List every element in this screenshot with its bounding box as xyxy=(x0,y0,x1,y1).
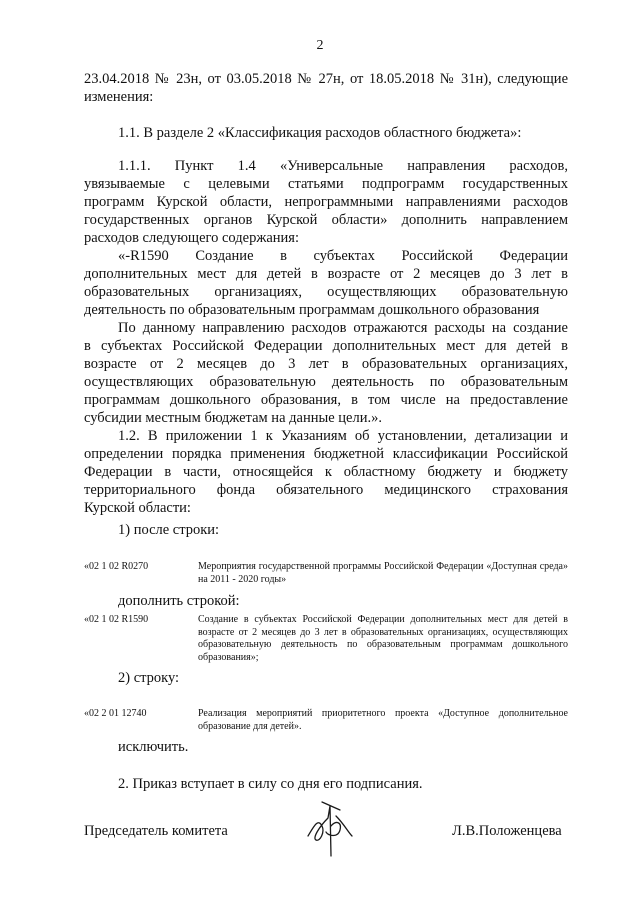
r1590-line-2: дополнительных мест для детей в возрасте от 2 месяцев до 3 лет в xyxy=(84,266,568,282)
row-add-code: «02 1 02 R1590 xyxy=(84,614,149,625)
section-1-1: 1.1. В разделе 2 «Классификация расходов областного бюджета»: xyxy=(118,125,522,141)
s12-line-5: Курской области: xyxy=(84,500,191,516)
page-number: 2 xyxy=(316,38,324,53)
s12-line-3: Федерации в части, относящейся к областному бюджету и бюджету xyxy=(84,464,568,480)
r1590-line-3: образовательных организациях, осуществляющих образовательную xyxy=(84,284,568,300)
s111-line-1: 1.1.1. Пункт 1.4 «Универсальные направления расходов, xyxy=(118,158,568,174)
signature-position: Председатель комитета xyxy=(84,823,228,839)
section-1-1-1 xyxy=(84,157,568,247)
row-after-text: Мероприятия государственной программы Российской Федерации «Доступная среда» на 2011 - 2020 годы» xyxy=(198,561,568,585)
supplement-label: дополнить строкой: xyxy=(118,593,240,609)
dir-line-1: По данному направлению расходов отражаются расходы на создание xyxy=(118,320,568,336)
row-after-code: «02 1 02 R0270 xyxy=(84,561,149,572)
dir-line-3: возрасте от 2 месяцев до 3 лет в образовательных организациях, xyxy=(84,356,568,372)
signature-name: Л.В.Положенцева xyxy=(452,823,562,839)
exclude-label: исключить. xyxy=(118,739,189,755)
row-remove-code: «02 2 01 12740 xyxy=(84,708,147,719)
intro-line-1: 23.04.2018 № 23н, от 03.05.2018 № 27н, от 18.05.2018 № 31н), следующие xyxy=(84,71,568,87)
handwritten-signature xyxy=(300,796,360,858)
intro-paragraph xyxy=(84,70,568,106)
r1590-block xyxy=(84,247,568,319)
section-2: 2. Приказ вступает в силу со дня его подписания. xyxy=(118,776,423,792)
row-add-text: Создание в субъектах Российской Федерации дополнительных мест для детей в возрасте от 2 месяцев до 3 лет в образовательных организациях, осуществляющих образовательную деятельность по образовательным программам дошкольного образования»; xyxy=(198,614,568,663)
dir-line-6: субсидии местным бюджетам на данные цели.». xyxy=(84,410,382,426)
after-line-label: 1) после строки: xyxy=(118,522,220,538)
line-label-2: 2) строку: xyxy=(118,670,180,686)
s111-line-5: расходов следующего содержания: xyxy=(84,230,300,246)
direction-text xyxy=(84,319,568,427)
s111-line-2: увязываемые с целевыми статьями подпрограмм государственных xyxy=(84,176,568,192)
r1590-line-1: «-R1590 Создание в субъектах Российской Федерации xyxy=(118,248,568,264)
section-1-2 xyxy=(84,427,568,517)
dir-line-4: осуществляющих образовательную деятельность по образовательным xyxy=(84,374,568,390)
s111-line-3: программ Курской области, непрограммными направлениями расходов xyxy=(84,194,568,210)
s12-line-1: 1.2. В приложении 1 к Указаниям об установлении, детализации и xyxy=(118,428,568,444)
s12-line-2: определении порядка применения бюджетной классификации Российской xyxy=(84,446,568,462)
dir-line-2: в субъектах Российской Федерации дополнительных мест для детей в xyxy=(84,338,568,354)
s12-line-4: территориального фонда обязательного медицинского страхования xyxy=(84,482,568,498)
intro-line-2: изменения: xyxy=(84,89,154,105)
row-remove-text: Реализация мероприятий приоритетного проекта «Доступное дополнительное образование для детей». xyxy=(198,708,568,732)
dir-line-5: программам дошкольного образования, в том числе на предоставление xyxy=(84,392,568,408)
s111-line-4: государственных органов Курской области» дополнить направлением xyxy=(84,212,568,228)
r1590-line-4: деятельность по образовательным программам дошкольного образования xyxy=(84,302,540,318)
